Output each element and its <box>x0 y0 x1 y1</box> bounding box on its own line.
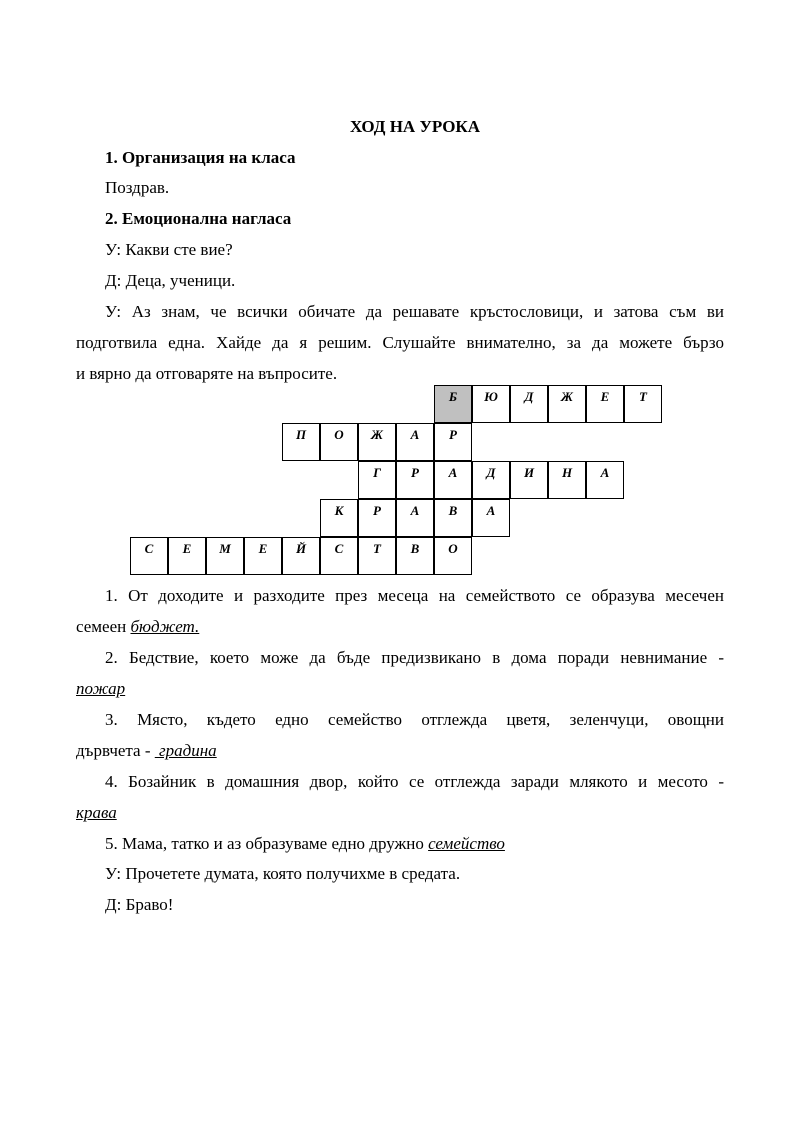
section-heading-emotional: 2. Емоционална нагласа <box>105 209 292 228</box>
crossword-cell: А <box>434 461 472 499</box>
crossword-cell: С <box>130 537 168 575</box>
crossword-cell: А <box>396 499 434 537</box>
question-3: 3. Място, където едно семейство отглежда цветя, зеленчуци, овощни <box>105 710 724 729</box>
crossword-cell: В <box>434 499 472 537</box>
section-text-greeting: Поздрав. <box>105 178 170 197</box>
crossword-cell: С <box>320 537 358 575</box>
dialog-line: У: Аз знам, че всички обичате да решавате кръстословици, и затова съм ви <box>105 302 724 321</box>
crossword-cell: Б <box>434 385 472 423</box>
answer-garden: градина <box>154 741 217 760</box>
crossword-cell: А <box>586 461 624 499</box>
crossword-cell: Р <box>396 461 434 499</box>
crossword-cell: О <box>434 537 472 575</box>
crossword-cell: Ж <box>358 423 396 461</box>
crossword-cell: Е <box>586 385 624 423</box>
crossword-cell: Е <box>244 537 282 575</box>
question-2-cont <box>76 679 125 699</box>
answer-family: семейство <box>428 834 505 853</box>
crossword-cell: М <box>206 537 244 575</box>
question-2: 2. Бедствие, което може да бъде предизвикано в дома поради невнимание - <box>105 648 724 667</box>
crossword-cell: А <box>472 499 510 537</box>
crossword-cell: К <box>320 499 358 537</box>
answer-fire: пожар <box>76 679 126 698</box>
crossword-cell: И <box>510 461 548 499</box>
crossword-cell: Ж <box>548 385 586 423</box>
question-4: 4. Бозайник в домашния двор, който се отглежда заради млякото и месото - <box>105 772 724 791</box>
crossword-cell: П <box>282 423 320 461</box>
closing-line: У: Прочетете думата, която получихме в средата. <box>105 864 461 883</box>
dialog-line: подготвила една. Хайде да я решим. Слушайте внимателно, за да можете бързо <box>76 333 724 352</box>
question-1: 1. От доходите и разходите през месеца на семейството се образува месечен <box>105 586 724 605</box>
crossword-cell: Н <box>548 461 586 499</box>
crossword-cell: Т <box>624 385 662 423</box>
closing-line: Д: Браво! <box>105 895 174 914</box>
crossword-cell: Р <box>358 499 396 537</box>
crossword-cell: Т <box>358 537 396 575</box>
question-3-cont: дървчета - градина <box>76 741 217 760</box>
crossword-cell: В <box>396 537 434 575</box>
question-5: 5. Мама, татко и аз образуваме едно дружно семейство <box>105 834 505 853</box>
crossword-cell: Ю <box>472 385 510 423</box>
crossword-cell: Д <box>472 461 510 499</box>
answer-budget: бюджет. <box>130 617 200 636</box>
dialog-line: У: Какви сте вие? <box>105 240 233 259</box>
crossword-cell: А <box>396 423 434 461</box>
crossword-cell: Г <box>358 461 396 499</box>
page-title: ХОД НА УРОКА <box>349 117 481 136</box>
crossword-cell: Д <box>510 385 548 423</box>
crossword-cell: О <box>320 423 358 461</box>
section-heading-organization: 1. Организация на класа <box>105 148 296 167</box>
question-1-cont: семеен бюджет. <box>76 617 200 636</box>
answer-cow: крава <box>76 803 117 822</box>
dialog-line: Д: Деца, ученици. <box>105 271 236 290</box>
dialog-line: и вярно да отговаряте на въпросите. <box>76 364 338 383</box>
crossword-cell: Е <box>168 537 206 575</box>
crossword-cell: Р <box>434 423 472 461</box>
crossword-cell: Й <box>282 537 320 575</box>
question-4-cont <box>76 803 117 823</box>
